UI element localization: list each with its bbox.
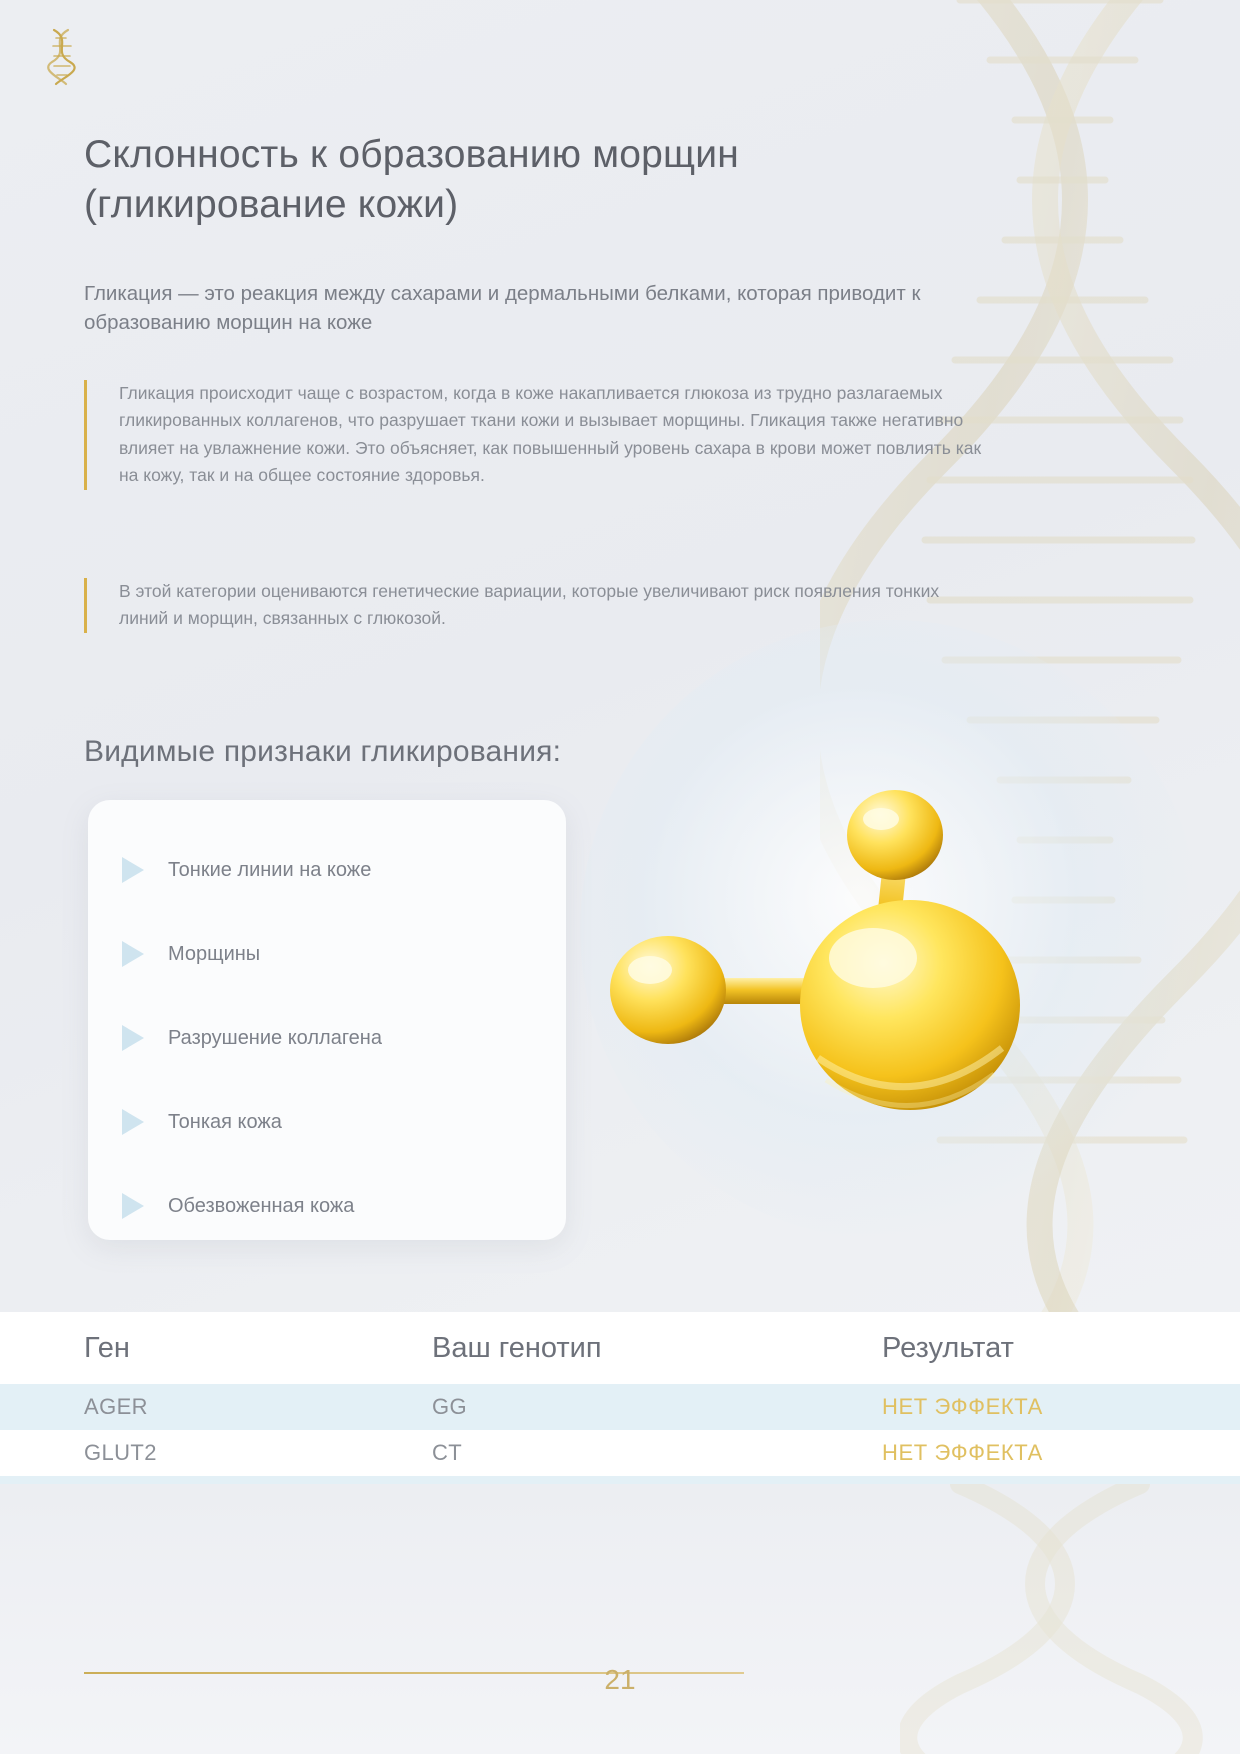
page-title-line-1: Склонность к образованию морщин bbox=[84, 133, 740, 177]
triangle-bullet-icon bbox=[122, 857, 144, 883]
cell-genotype: CT bbox=[432, 1440, 463, 1465]
background-glow bbox=[580, 620, 1200, 1240]
list-item bbox=[88, 1080, 566, 1164]
quote-block-2: В этой категории оцениваются генетические вариации, которые увеличивают риск появления тонких линий и морщин, связанных с глюкозой. bbox=[84, 578, 984, 633]
table-row bbox=[0, 1384, 1240, 1430]
triangle-bullet-icon bbox=[122, 1193, 144, 1219]
column-header-genotype: Ваш генотип bbox=[432, 1331, 602, 1364]
status-badge: НЕТ ЭФФЕКТА bbox=[882, 1394, 1043, 1419]
list-item bbox=[88, 828, 566, 912]
sign-label: Обезвоженная кожа bbox=[168, 1194, 355, 1217]
brand-logo-icon bbox=[38, 26, 86, 88]
visible-signs-card bbox=[88, 800, 566, 1240]
page-title-line-2: (гликирование кожи) bbox=[84, 183, 459, 227]
page-footer bbox=[0, 1484, 1240, 1754]
sign-label: Разрушение коллагена bbox=[168, 1026, 382, 1049]
cell-gene: AGER bbox=[84, 1394, 148, 1419]
cell-genotype: GG bbox=[432, 1394, 468, 1419]
list-item bbox=[88, 996, 566, 1080]
cell-gene: GLUT2 bbox=[84, 1440, 157, 1465]
footer-dna-decoration bbox=[900, 1484, 1230, 1754]
column-header-gene: Ген bbox=[84, 1331, 130, 1364]
column-header-result: Результат bbox=[882, 1331, 1014, 1364]
table-header-row bbox=[0, 1312, 1240, 1384]
sign-label: Морщины bbox=[168, 942, 261, 965]
triangle-bullet-icon bbox=[122, 1025, 144, 1051]
list-item bbox=[88, 912, 566, 996]
triangle-bullet-icon bbox=[122, 1109, 144, 1135]
sign-label: Тонкие линии на коже bbox=[168, 858, 372, 881]
status-badge: НЕТ ЭФФЕКТА bbox=[882, 1440, 1043, 1465]
sign-label: Тонкая кожа bbox=[168, 1110, 282, 1133]
lead-paragraph: Гликация — это реакция между сахарами и дермальными белками, которая приводит к образованию морщин на коже bbox=[84, 281, 921, 335]
molecule-illustration bbox=[590, 790, 1060, 1210]
page-title bbox=[84, 130, 914, 230]
quote-block-1: Гликация происходит чаще с возрастом, когда в коже накапливается глюкоза из трудно разлагаемых гликированных коллагенов, что разрушает ткани кожи и вызывает морщины. Гликация также негативно влияет на увлажнение кожи. Это объясняет, как повышенный уровень сахара в крови может повлиять как на кожу, так и на общее состояние здоровья. bbox=[84, 380, 984, 491]
triangle-bullet-icon bbox=[122, 941, 144, 967]
signs-heading: Видимые признаки гликирования: bbox=[84, 734, 562, 768]
list-item bbox=[88, 1164, 566, 1248]
table-row bbox=[0, 1430, 1240, 1476]
page-number: 21 bbox=[604, 1664, 636, 1695]
